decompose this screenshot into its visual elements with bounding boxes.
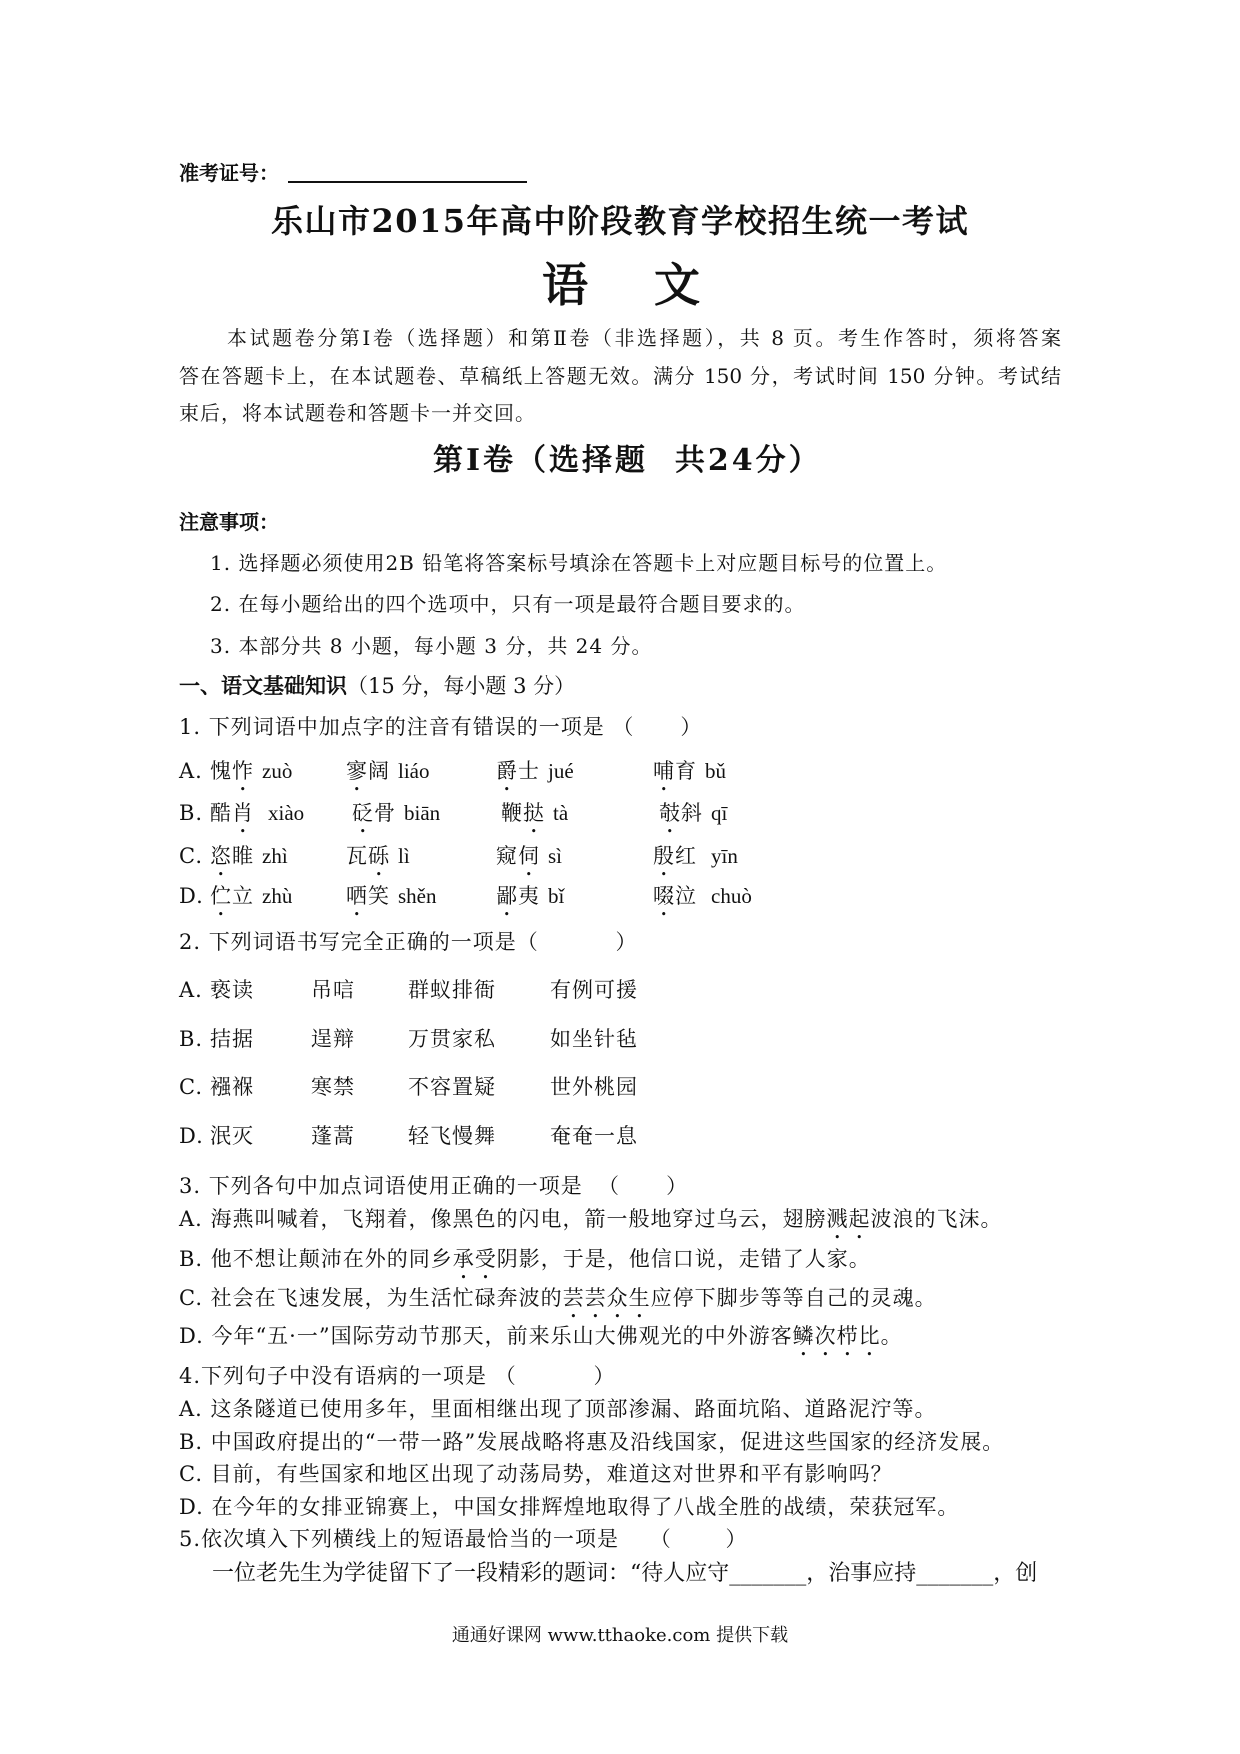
pinyin: zhù [262, 884, 293, 908]
emphasis-dots: 伺 [518, 844, 540, 868]
pinyin: zuò [262, 759, 293, 783]
question-4-option-d: D. 在今年的女排亚锦赛上，中国女排辉煌地取得了八战全胜的战绩，荣获冠军。 [179, 1495, 960, 1519]
question-5-stem: 5.依次填入下列横线上的短语最恰当的一项是 （ ） [179, 1527, 748, 1551]
emphasis-dots: 伫 [210, 884, 232, 908]
word: 鄙夷 [496, 884, 540, 908]
pinyin-item [496, 756, 574, 796]
pinyin-item [653, 841, 738, 881]
word: 奄奄一息 [550, 1124, 638, 1148]
pinyin-item [346, 841, 410, 881]
option-label: D. [179, 1124, 204, 1148]
option-label: C. [179, 844, 203, 868]
option-label: B. [179, 1027, 204, 1051]
pinyin: xiào [268, 801, 305, 825]
question-2-stem: 2. 下列词语书写完全正确的一项是（ ） [179, 930, 638, 954]
word: 泯灭 [210, 1124, 254, 1148]
pinyin: tà [553, 801, 569, 825]
word: 恣睢 [210, 844, 254, 868]
pinyin-item [501, 798, 568, 838]
question-5-passage: 一位老先生为学徒留下了一段精彩的题词：“待人应守_______，治事应持_______，创 [212, 1561, 1038, 1586]
pinyin-item [210, 798, 304, 838]
pinyin: biān [404, 801, 441, 825]
pinyin-item [496, 881, 564, 921]
question-2-option-c [0, 1072, 1240, 1102]
emphasis-dots: 哺 [653, 759, 675, 783]
word: 殷红 [653, 844, 697, 868]
word: 哂笑 [346, 884, 390, 908]
pinyin-item [496, 841, 562, 881]
notice-item-1: 1. 选择题必须使用2B 铅笔将答案标号填涂在答题卡上对应题目标号的位置上。 [210, 551, 948, 575]
question-4-option-a: A. 这条隧道已使用多年，里面相继出现了顶部渗漏、路面坑陷、道路泥泞等。 [179, 1397, 937, 1421]
word: 逞辩 [311, 1027, 355, 1051]
notice-item-3: 3. 本部分共 8 小题，每小题 3 分，共 24 分。 [210, 634, 653, 658]
pinyin: zhì [262, 844, 288, 868]
notice-item-2: 2. 在每小题给出的四个选项中，只有一项是最符合题目要求的。 [210, 592, 806, 616]
pinyin-item [352, 798, 440, 838]
word: 群蚁排衙 [408, 978, 496, 1002]
pinyin: jué [548, 759, 574, 783]
part-one-heading: 第Ⅰ卷（选择题 共24分） [433, 443, 822, 478]
question-2-option-d [0, 1121, 1240, 1151]
emphasis-dots: 芸芸众生 [562, 1286, 651, 1310]
question-1-option-a [0, 756, 1240, 786]
emphasis-dots: 鄙 [496, 884, 518, 908]
word: 鞭挞 [501, 801, 545, 825]
emphasis-dots: 怍 [232, 759, 254, 783]
emphasis-dots: 承受 [452, 1247, 497, 1271]
pinyin-item [659, 798, 727, 838]
question-3-option-a: A. 海燕叫喊着，飞翔着，像黑色的闪电，箭一般地穿过乌云，翅膀溅起波浪的飞沫。 [179, 1207, 1003, 1231]
word: 愧怍 [210, 759, 254, 783]
question-1-option-b [0, 798, 1240, 828]
question-1-option-c [0, 841, 1240, 871]
question-1-option-d [0, 881, 1240, 911]
section-note: （15 分，每小题 3 分） [347, 674, 576, 698]
word: 哺育 [653, 759, 697, 783]
notice-title: 注意事项： [179, 510, 279, 534]
word: 如坐针毡 [550, 1027, 638, 1051]
intro-line-3: 束后，将本试题卷和答题卡一并交回。 [179, 401, 536, 425]
emphasis-dots: 肖 [232, 801, 254, 825]
pinyin: bǔ [705, 759, 726, 783]
emphasis-dots: 攲 [659, 801, 681, 825]
word: 窥伺 [496, 844, 540, 868]
emphasis-dots: 殷 [653, 844, 675, 868]
emphasis-dots: 溅起 [826, 1207, 871, 1231]
exam-title: 乐山市2015年高中阶段教育学校招生统一考试 [270, 202, 970, 240]
emphasis-dots: 哂 [346, 884, 368, 908]
word: 有例可援 [550, 978, 638, 1002]
section-title: 一、语文基础知识 [179, 673, 347, 698]
word: 拮据 [210, 1027, 254, 1051]
pinyin: bǐ [548, 884, 565, 908]
pinyin: yīn [711, 844, 738, 868]
emphasis-dots: 啜 [653, 884, 675, 908]
page-footer: 通通好课网 www.tthaoke.com 提供下载 [451, 1625, 789, 1646]
word: 蓬蒿 [311, 1124, 355, 1148]
question-2-option-b [0, 1024, 1240, 1054]
pinyin-item [210, 881, 292, 921]
option-label: C. [179, 1075, 203, 1099]
option-label: B. [179, 801, 204, 825]
word: 寒禁 [311, 1075, 355, 1099]
word: 世外桃园 [550, 1075, 638, 1099]
pinyin-item [210, 841, 288, 881]
question-4-stem: 4.下列句子中没有语病的一项是 （ ） [179, 1364, 616, 1388]
subject-title: 语文 [542, 258, 766, 312]
word: 瓦砾 [346, 844, 390, 868]
word: 吊唁 [311, 978, 355, 1002]
question-3-option-d: D. 今年“五·一”国际劳动节那天，前来乐山大佛观光的中外游客鳞次栉比。 [179, 1324, 903, 1348]
pinyin: liáo [398, 759, 430, 783]
word: 酷肖 [210, 801, 254, 825]
pinyin: chuò [711, 884, 752, 908]
exam-id-blank-line [288, 181, 527, 183]
pinyin-item [346, 881, 437, 921]
emphasis-dots: 寥 [346, 759, 368, 783]
word: 襁褓 [210, 1075, 254, 1099]
option-label: A. [179, 978, 203, 1002]
pinyin-item [346, 756, 430, 796]
word: 砭骨 [352, 801, 396, 825]
word: 万贯家私 [408, 1027, 496, 1051]
pinyin-item [653, 756, 726, 796]
pinyin-item [653, 881, 752, 921]
exam-id-label: 准考证号： [179, 161, 279, 185]
question-4-option-b: B. 中国政府提出的“一带一路”发展战略将惠及沿线国家，促进这些国家的经济发展。 [179, 1430, 1005, 1454]
section-heading [179, 671, 575, 701]
intro-line-1: 本试题卷分第Ⅰ卷（选择题）和第Ⅱ卷（非选择题），共 8 页。考生作答时，须将答案 [227, 326, 1061, 350]
pinyin: sì [548, 844, 563, 868]
pinyin: shěn [398, 884, 437, 908]
question-4-option-c: C. 目前，有些国家和地区出现了动荡局势，难道这对世界和平有影响吗？ [179, 1462, 893, 1486]
emphasis-dots: 鳞次栉比 [792, 1324, 881, 1348]
emphasis-dots: 挞 [523, 801, 545, 825]
word: 不容置疑 [408, 1075, 496, 1099]
word: 伫立 [210, 884, 254, 908]
option-label: A. [179, 759, 203, 783]
word: 攲斜 [659, 801, 703, 825]
word: 亵读 [210, 978, 254, 1002]
question-3-stem: 3. 下列各句中加点词语使用正确的一项是 （ ） [179, 1174, 689, 1198]
pinyin: qī [711, 801, 728, 825]
intro-line-2: 答在答题卡上，在本试题卷、草稿纸上答题无效。满分 150 分，考试时间 150 分钟。考试结 [179, 364, 1061, 388]
pinyin-item [210, 756, 292, 796]
word: 寥阔 [346, 759, 390, 783]
option-label: D. [179, 884, 204, 908]
question-3-option-c: C. 社会在飞速发展，为生活忙碌奔波的芸芸众生应停下脚步等等自己的灵魂。 [179, 1286, 937, 1310]
word: 啜泣 [653, 884, 697, 908]
emphasis-dots: 砭 [352, 801, 374, 825]
emphasis-dots: 恣 [210, 844, 232, 868]
question-2-option-a [0, 975, 1240, 1005]
emphasis-dots: 砾 [368, 844, 390, 868]
emphasis-dots: 爵 [496, 759, 518, 783]
word: 轻飞慢舞 [408, 1124, 496, 1148]
question-1-stem: 1. 下列词语中加点字的注音有错误的一项是 （ ） [179, 715, 703, 739]
word: 爵士 [496, 759, 540, 783]
pinyin: lì [398, 844, 410, 868]
question-3-option-b: B. 他不想让颠沛在外的同乡承受阴影，于是，他信口说，走错了人家。 [179, 1247, 871, 1271]
